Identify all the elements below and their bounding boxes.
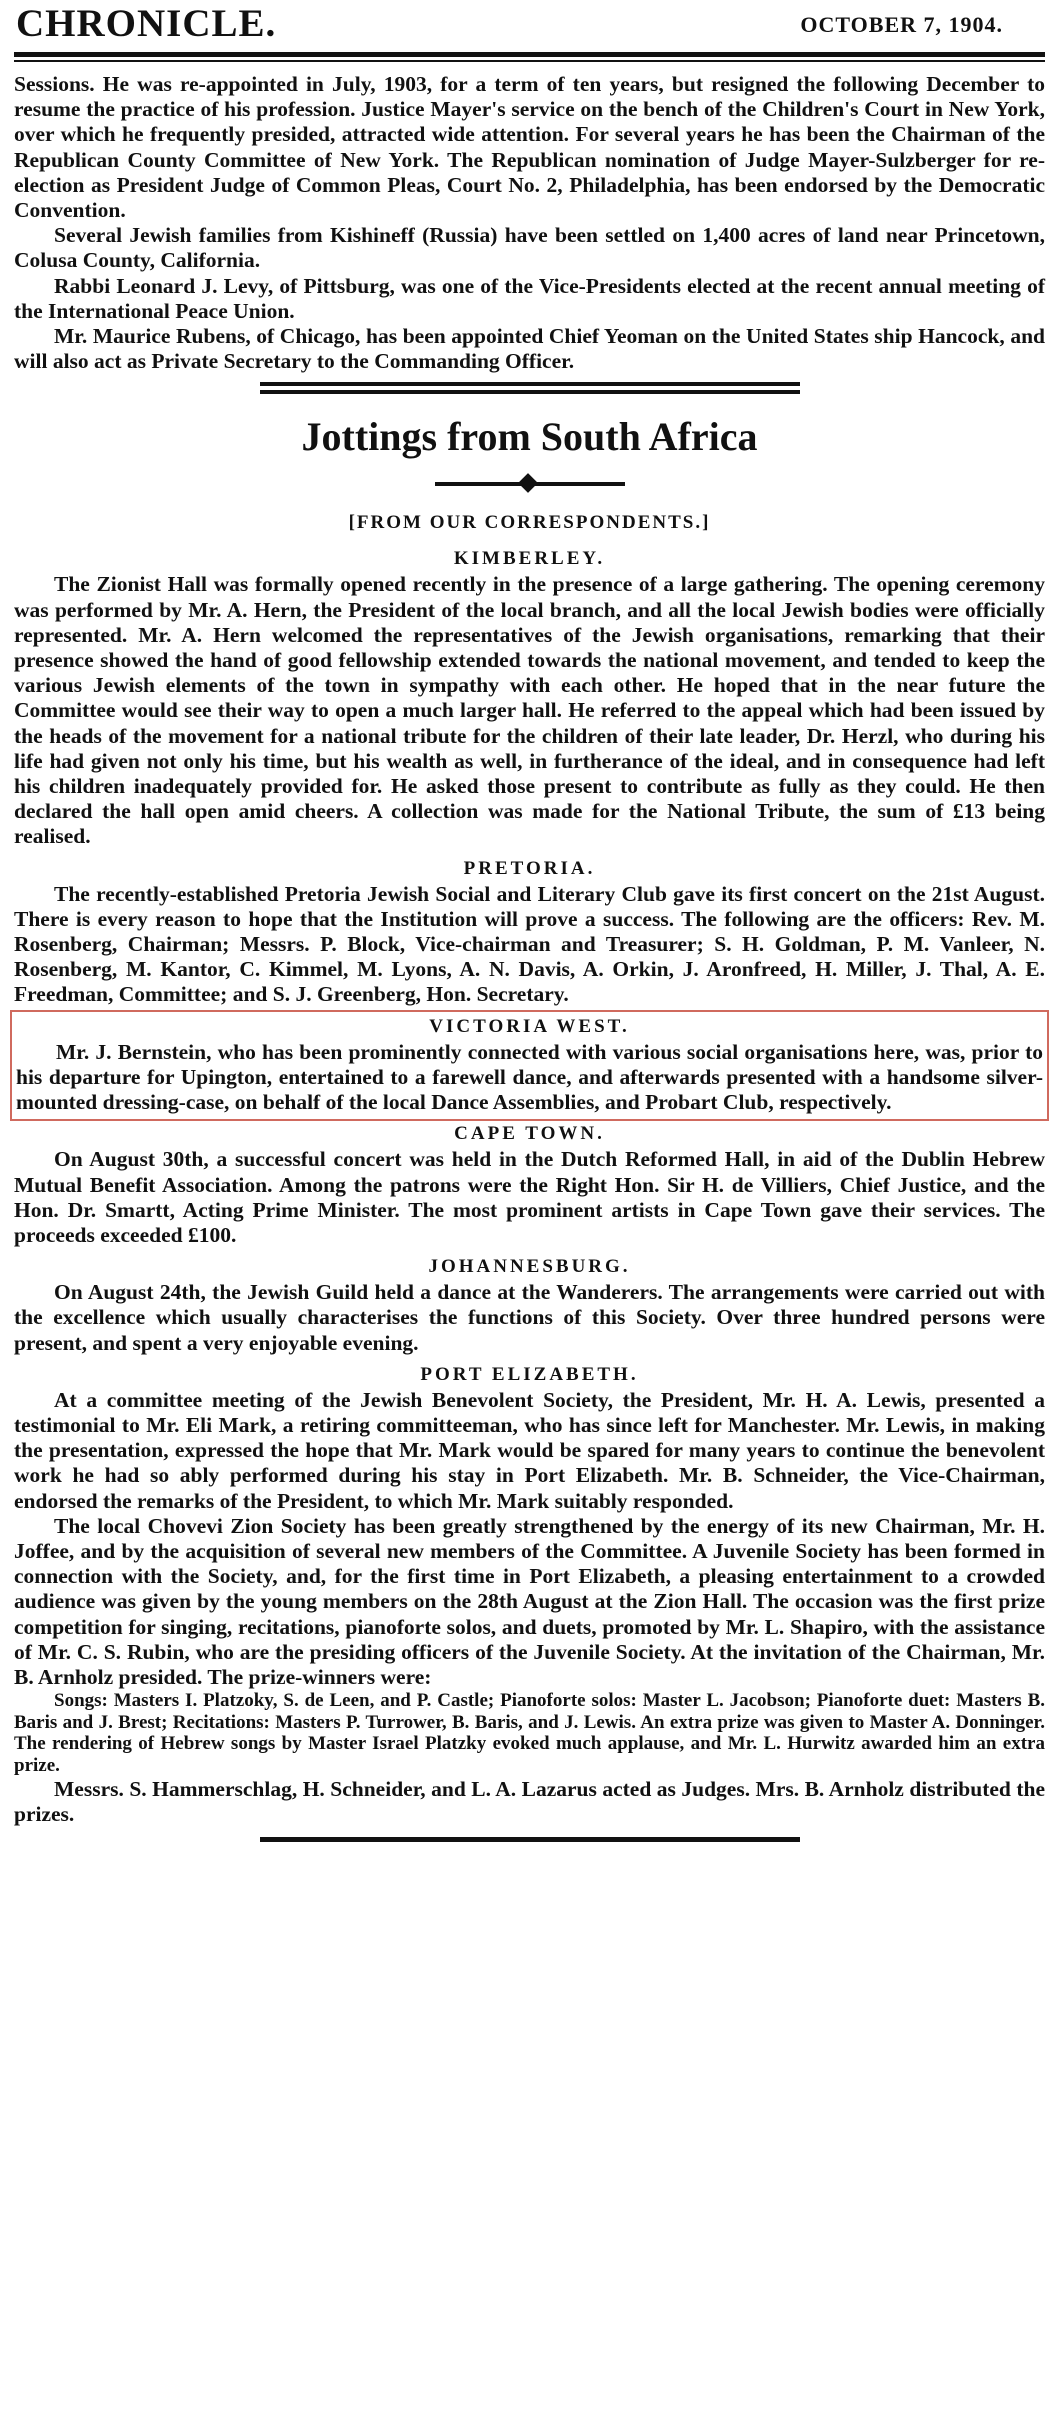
prize-winners-list: Songs: Masters I. Platzoky, S. de Leen, and P. Castle; Pianoforte solos: Master L. Jacobson; Pianoforte duet: Masters B. Baris and J. Brest; Recitations: Masters P. Turrower, B. Baris, and J. Lewis. An extra prize was given to Master A. Donninger. The rendering of Hebrew songs by Master Israel Platzky evoked much applause, and Mr. L. Hurwitz awarded him an extra prize. <box>14 1690 1045 1776</box>
intro-paragraph: Mr. Maurice Rubens, of Chicago, has been appointed Chief Yeoman on the United States ship Hancock, and will also act as Private Secretary to the Commanding Officer. <box>14 324 1045 374</box>
article-paragraph: At a committee meeting of the Jewish Benevolent Society, the President, Mr. H. A. Lewis, presented a testimonial to Mr. Eli Mark, a retiring committeeman, who has since left for Manchester. Mr. Lewis, in making the presentation, expressed the hope that Mr. Mark would be spared for many years to continue the benevolent work he had so ably performed during his stay in Port Elizabeth. Mr. B. Schneider, the Vice-Chairman, endorsed the remarks of the President, to which Mr. Mark suitably responded. <box>14 1387 1045 1513</box>
section-separator <box>260 382 800 394</box>
section-heading-cape-town: CAPE TOWN. <box>454 1123 605 1145</box>
section-heading-kimberley: KIMBERLEY. <box>453 548 606 570</box>
section-heading-johannesburg: JOHANNESBURG. <box>428 1256 631 1278</box>
article-title: Jottings from South Africa <box>301 414 758 460</box>
article-paragraph: Mr. J. Bernstein, who has been prominently connected with various social organisations here, was, prior to his departure for Upington, entertained to a farewell dance, and afterwards presented with a handsome silver-mounted dressing-case, on behalf of the local Dance Assemblies, and Probart Club, respectively. <box>16 1039 1043 1115</box>
article-paragraph: On August 24th, the Jewish Guild held a dance at the Wanderers. The arrangements were carried out with the excellence which usually characterises the functions of this Society. Over three hundred persons were present, and spent a very enjoyable evening. <box>14 1280 1045 1355</box>
highlighted-region <box>10 1010 1049 1122</box>
ornamental-rule <box>435 476 625 492</box>
issue-date: OCTOBER 7, 1904. <box>800 12 1003 37</box>
masthead <box>14 0 1045 48</box>
article-paragraph: The recently-established Pretoria Jewish Social and Literary Club gave its first concert on the 21st August. There is every reason to hope that the Institution will prove a success. The following are the officers: Rev. M. Rosenberg, Chairman; Messrs. P. Block, Vice-chairman and Treasurer; S. H. Goldman, P. M. Vanleer, N. Rosenberg, M. Kantor, C. Kimmel, M. Lyons, A. N. Davis, A. Orkin, J. Aronfreed, H. Miller, J. Thal, A. E. Freedman, Committee; and S. J. Greenberg, Hon. Secretary. <box>14 881 1045 1007</box>
separator-line <box>260 390 800 394</box>
intro-section <box>14 72 1045 374</box>
intro-paragraph: Several Jewish families from Kishineff (Russia) have been settled on 1,400 acres of land near Princetown, Colusa County, California. <box>14 223 1045 273</box>
diamond-ornament <box>518 474 538 494</box>
separator-line <box>260 382 800 386</box>
article-paragraph: The local Chovevi Zion Society has been greatly strengthened by the energy of its new Chairman, Mr. H. Joffee, and by the acquisition of several new members of the Committee. A Juvenile Society has been formed in connection with the Society, and, for the first time in Port Elizabeth, a pleasing entertainment to a crowded audience was given by the young members on the 28th August at the Zion Hall. The occasion was the first prize competition for singing, recitations, pianoforte solos, and duets, promoted by Mr. L. Shapiro, with the assistance of Mr. C. S. Rubin, who are the presiding officers of the Juvenile Society. At the invitation of the Chairman, Mr. B. Arnholz presided. The prize-winners were: <box>14 1513 1045 1689</box>
bottom-rule <box>260 1837 800 1842</box>
masthead-rule-thin <box>14 60 1045 62</box>
article-paragraph: On August 30th, a successful concert was held in the Dutch Reformed Hall, in aid of the Dublin Hebrew Mutual Benefit Association. Among the patrons were the Right Hon. Sir H. de Villiers, Chief Justice, and the Hon. Dr. Smartt, Acting Prime Minister. The most prominent artists in Cape Town gave their services. The proceeds exceeded £100. <box>14 1147 1045 1247</box>
section-heading-pretoria: PRETORIA. <box>463 857 596 879</box>
newspaper-name: CHRONICLE. <box>16 2 277 45</box>
article-paragraph: The Zionist Hall was formally opened recently in the presence of a large gathering. The opening ceremony was performed by Mr. A. Hern, the President of the local branch, and all the local Jewish bodies were officially represented. Mr. A. Hern welcomed the representatives of the Jewish organisations, remarking that their presence showed the hand of good fellowship extended towards the national movement, and tended to keep the various Jewish elements of the town in sympathy with each other. He hoped that in the near future the Committee would see their way to open a much larger hall. He referred to the appeal which had been issued by the heads of the movement for a national tribute for the children of their late leader, Dr. Herzl, who during his life had given not only his time, but his wealth as well, in furtherance of the ideal, and in consequence had left his children inadequately provided for. He asked those present to contribute as fully as they could. He then declared the hall open amid cheers. A collection was made for the National Tribute, the sum of £13 being realised. <box>14 572 1045 849</box>
section-heading-port-elizabeth: PORT ELIZABETH. <box>420 1363 639 1385</box>
intro-paragraph: Rabbi Leonard J. Levy, of Pittsburg, was one of the Vice-Presidents elected at the recent annual meeting of the International Peace Union. <box>14 273 1045 323</box>
masthead-rule-thick <box>14 52 1045 57</box>
section-heading-victoria-west: VICTORIA WEST. <box>429 1015 630 1037</box>
article-subtitle: [FROM OUR CORRESPONDENTS.] <box>348 512 711 534</box>
article-paragraph: Messrs. S. Hammerschlag, H. Schneider, and L. A. Lazarus acted as Judges. Mrs. B. Arnholz distributed the prizes. <box>14 1776 1045 1826</box>
intro-paragraph: Sessions. He was re-appointed in July, 1903, for a term of ten years, but resigned the following December to resume the practice of his profession. Justice Mayer's service on the bench of the Children's Court in New York, over which he frequently presided, attracted wide attention. For several years he has been the Chairman of the Republican County Committee of New York. The Republican nomination of Judge Mayer-Sulzberger for re-election as President Judge of Common Pleas, Court No. 2, Philadelphia, has been endorsed by the Democratic Convention. <box>14 72 1045 223</box>
